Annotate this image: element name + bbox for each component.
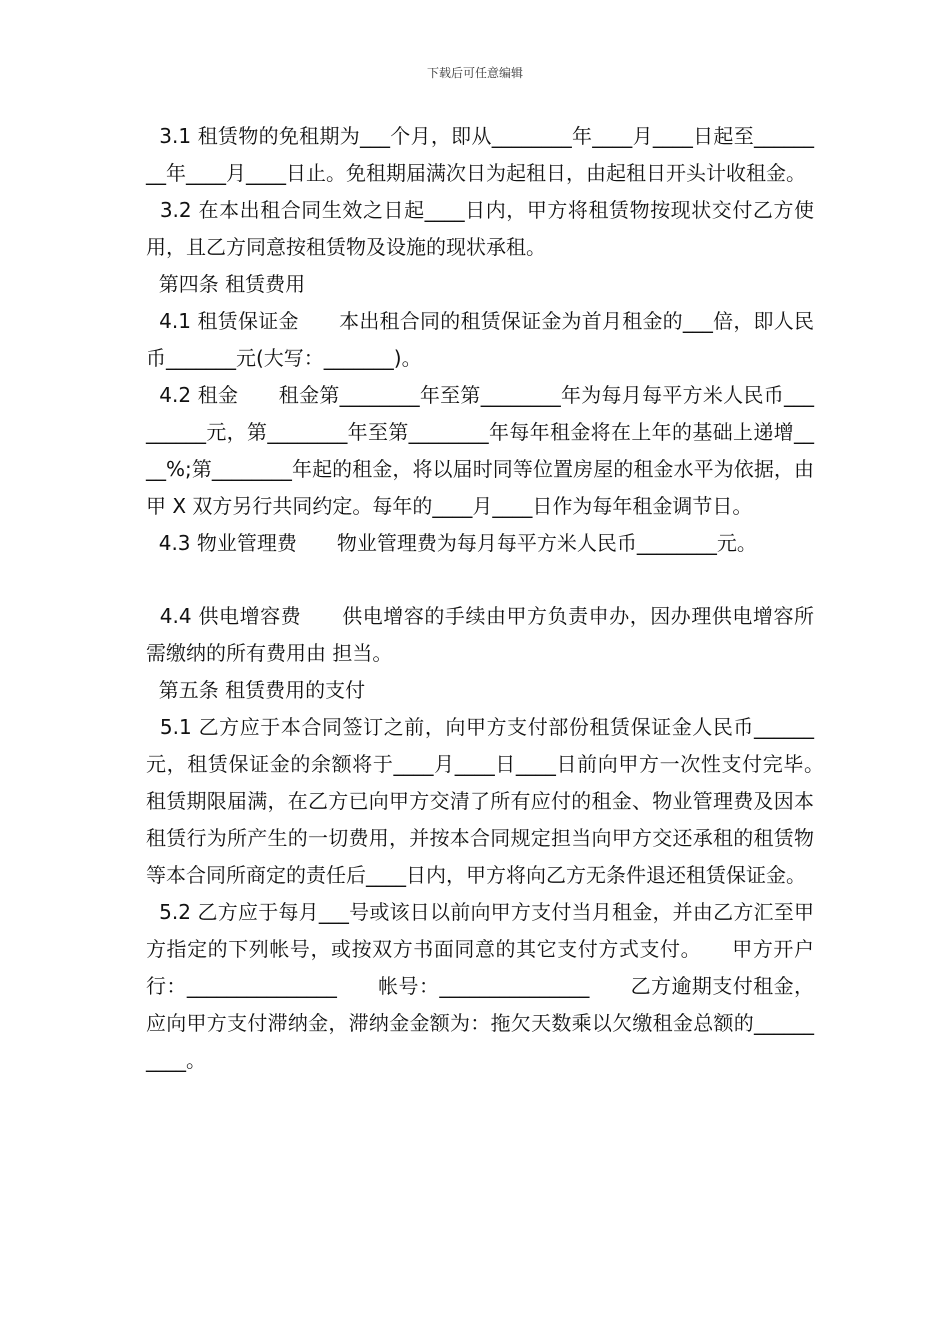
clause-3-1: 3.1 租赁物的免租期为___个月，即从________年____月____日起至________年____月____日止。免租期届满次日为起租日，由起租日开头计收租金。 <box>146 124 815 185</box>
clause-5-1: 5.1 乙方应于本合同签订之前，向甲方支付部份租赁保证金人民币______元，租赁保证金的余额将于____月____日____日前向甲方一次性支付完毕。 租赁期限届满，在乙方已向甲方交清了所有应付的租金、物业管理费及因本租赁行为所产生的一切费用，并按本合同规定担当向甲方交还承租的租赁物等本合同所商定的责任后____日内，甲方将向乙方无条件退还租赁保证金。 <box>146 715 854 887</box>
clause-4-3: 4.3 物业管理费 物业管理费为每月每平方米人民币________元。 <box>146 531 757 555</box>
article-5-heading: 第五条 租赁费用的支付 <box>146 678 366 702</box>
clause-3-2: 3.2 在本出租合同生效之日起____日内，甲方将租赁物按现状交付乙方使用，且乙方同意按租赁物及设施的现状承租。 <box>146 198 814 259</box>
clause-4-1: 4.1 租赁保证金 本出租合同的租赁保证金为首月租金的___倍，即人民币_______元(大写：_______)。 <box>146 309 815 370</box>
paragraph-gap <box>146 562 814 598</box>
document-body <box>146 118 854 1079</box>
article-4-heading: 第四条 租赁费用 <box>146 272 306 296</box>
clause-4-4: 4.4 供电增容费 供电增容的手续由甲方负责申办，因办理供电增容所需缴纳的所有费用由 担当。 <box>146 604 815 665</box>
clause-5-2: 5.2 乙方应于每月___号或该日以前向甲方支付当月租金，并由乙方汇至甲方指定的下列帐号，或按双方书面同意的其它支付方式支付。 甲方开户行：_______________ 帐号：_______________ 乙方逾期支付租金，应向甲方支付滞纳金，滞纳金金额为：拖欠天数乘以欠缴租金总额的__________。 <box>146 900 815 1072</box>
page-header: 下载后可任意编辑 <box>426 66 523 80</box>
clause-4-2: 4.2 租金 租金第________年至第________年为每月每平方米人民币_________元，第________年至第________年每年租金将在上年的基础上递增____%;第________年起的租金，将以届时同等位置房屋的租金水平为依据，由甲 X 双方另行共同约定。每年的____月____日作为每年租金调节日。 <box>146 383 814 518</box>
